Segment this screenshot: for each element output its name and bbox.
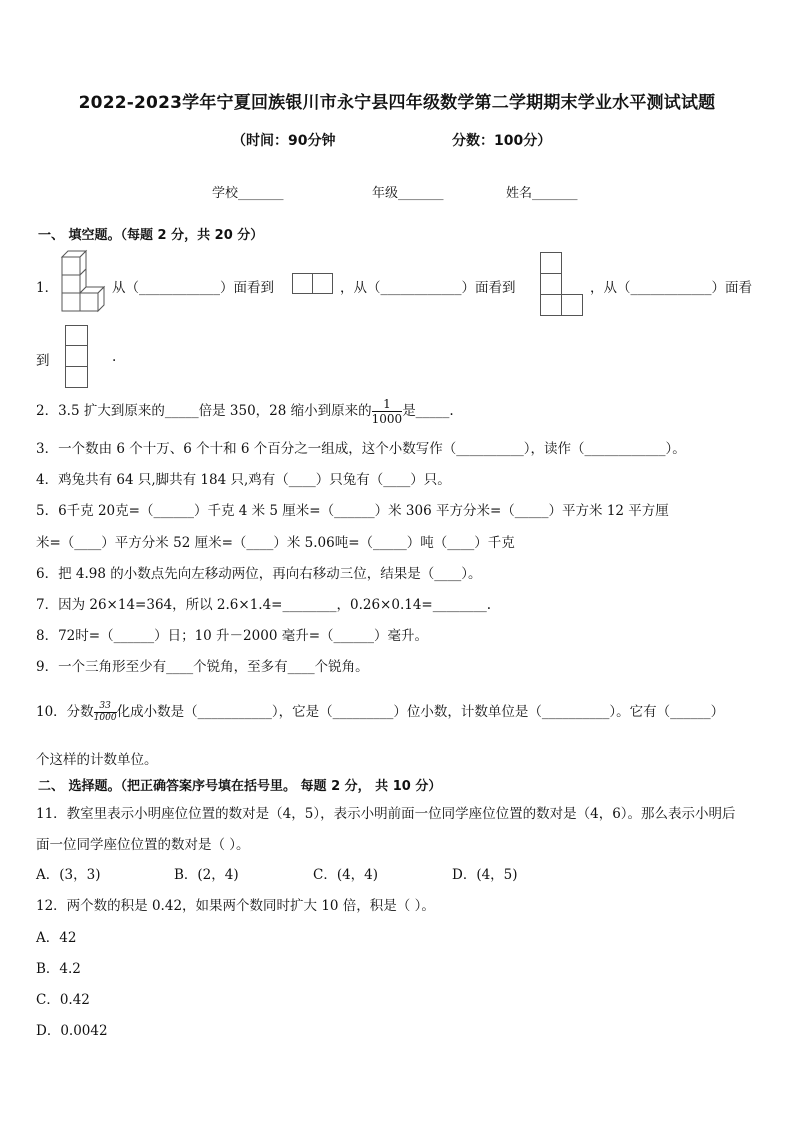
- q11-option-c[interactable]: C．(4，4): [313, 867, 379, 883]
- page-title: 2022-2023学年宁夏回族银川市永宁县四年级数学第二学期期末学业水平测试试题: [78, 93, 716, 113]
- q11-option-d[interactable]: D．(4，5): [452, 867, 518, 883]
- q10-text-b: 化成小数是（___________），它是（_________）位小数，计数单位是（__________）。它有（______）: [116, 704, 725, 720]
- q11-option-a[interactable]: A．(3，3): [36, 867, 101, 883]
- q2-text-a: 2．3.5 扩大到原来的_____倍是 350，28 缩小到原来的: [36, 403, 372, 419]
- q1-text-part4: 到: [36, 353, 50, 369]
- q10-text-a: 10．分数: [36, 704, 94, 720]
- q2: [36, 398, 454, 425]
- view-vertical-column: [65, 325, 89, 389]
- q1-text-part1: 从（____________）面看到: [112, 280, 274, 296]
- q9: 9．一个三角形至少有____个锐角，至多有____个锐角。: [36, 659, 369, 675]
- q1-number: 1．: [36, 280, 59, 296]
- q1-text-part5: .: [112, 349, 117, 365]
- q11-option-b[interactable]: B．(2，4): [174, 867, 239, 883]
- cube-stack-figure: [55, 250, 105, 318]
- q1-text-part3: ，从（____________）面看: [590, 280, 752, 296]
- view-two-squares: [292, 273, 334, 295]
- q10-fraction-numerator: 33: [94, 702, 117, 713]
- q11-line2: 面一位同学座位位置的数对是（ ）。: [36, 837, 250, 853]
- section2-heading: 二、 选择题。（把正确答案序号填在括号里。 每题 2 分， 共 10 分）: [38, 779, 442, 794]
- q10-fraction: [94, 702, 117, 723]
- name-field[interactable]: 姓名_______: [506, 186, 578, 201]
- q10-continued: 个这样的计数单位。: [36, 752, 158, 768]
- q2-fraction: [372, 398, 403, 425]
- school-field[interactable]: 学校_______: [212, 186, 284, 201]
- q12-option-b[interactable]: B．4.2: [36, 961, 81, 977]
- q10: [36, 700, 724, 723]
- q6: 6．把 4.98 的小数点先向左移动两位，再向右移动三位，结果是（____）。: [36, 566, 482, 582]
- q8: 8．72时=（______）日；10 升－2000 毫升=（______）毫升。: [36, 628, 429, 644]
- q3: 3．一个数由 6 个十万、6 个十和 6 个百分之一组成，这个小数写作（__________），读作（____________）。: [36, 441, 686, 457]
- grade-field[interactable]: 年级_______: [372, 186, 444, 201]
- q5-line1: 5．6千克 20克=（______）千克 4 米 5 厘米=（______）米 306 平方分米=（_____）平方米 12 平方厘: [36, 503, 669, 519]
- q12-option-d[interactable]: D．0.0042: [36, 1023, 108, 1039]
- time-limit: （时间：90分钟: [232, 133, 336, 149]
- q12: 12．两个数的积是 0.42，如果两个数同时扩大 10 倍，积是（ ）。: [36, 898, 435, 914]
- view-l-shape: [540, 252, 584, 316]
- q2-text-b: 是_____.: [402, 403, 454, 419]
- q1-text-part2: ，从（____________）面看到: [340, 280, 516, 296]
- q12-option-a[interactable]: A．42: [36, 930, 77, 946]
- q11-line1: 11．教室里表示小明座位位置的数对是（4，5），表示小明前面一位同学座位位置的数对是（4，6）。那么表示小明后: [36, 806, 736, 822]
- q10-fraction-denominator: 1000: [93, 713, 117, 723]
- section1-heading: 一、 填空题。（每题 2 分，共 20 分）: [38, 228, 264, 243]
- q4: 4．鸡兔共有 64 只,脚共有 184 只,鸡有（____）只兔有（____）只。: [36, 472, 451, 488]
- q12-option-c[interactable]: C．0.42: [36, 992, 90, 1008]
- score-total: 分数：100分）: [452, 133, 552, 149]
- q5-line2: 米=（____）平方分米 52 厘米=（____）米 5.06吨=（_____）吨（____）千克: [36, 535, 515, 551]
- q2-fraction-numerator: 1: [372, 398, 403, 412]
- q2-fraction-denominator: 1000: [371, 412, 403, 426]
- q7: 7．因为 26×14=364，所以 2.6×1.4=________，0.26×0.14=________.: [36, 597, 492, 613]
